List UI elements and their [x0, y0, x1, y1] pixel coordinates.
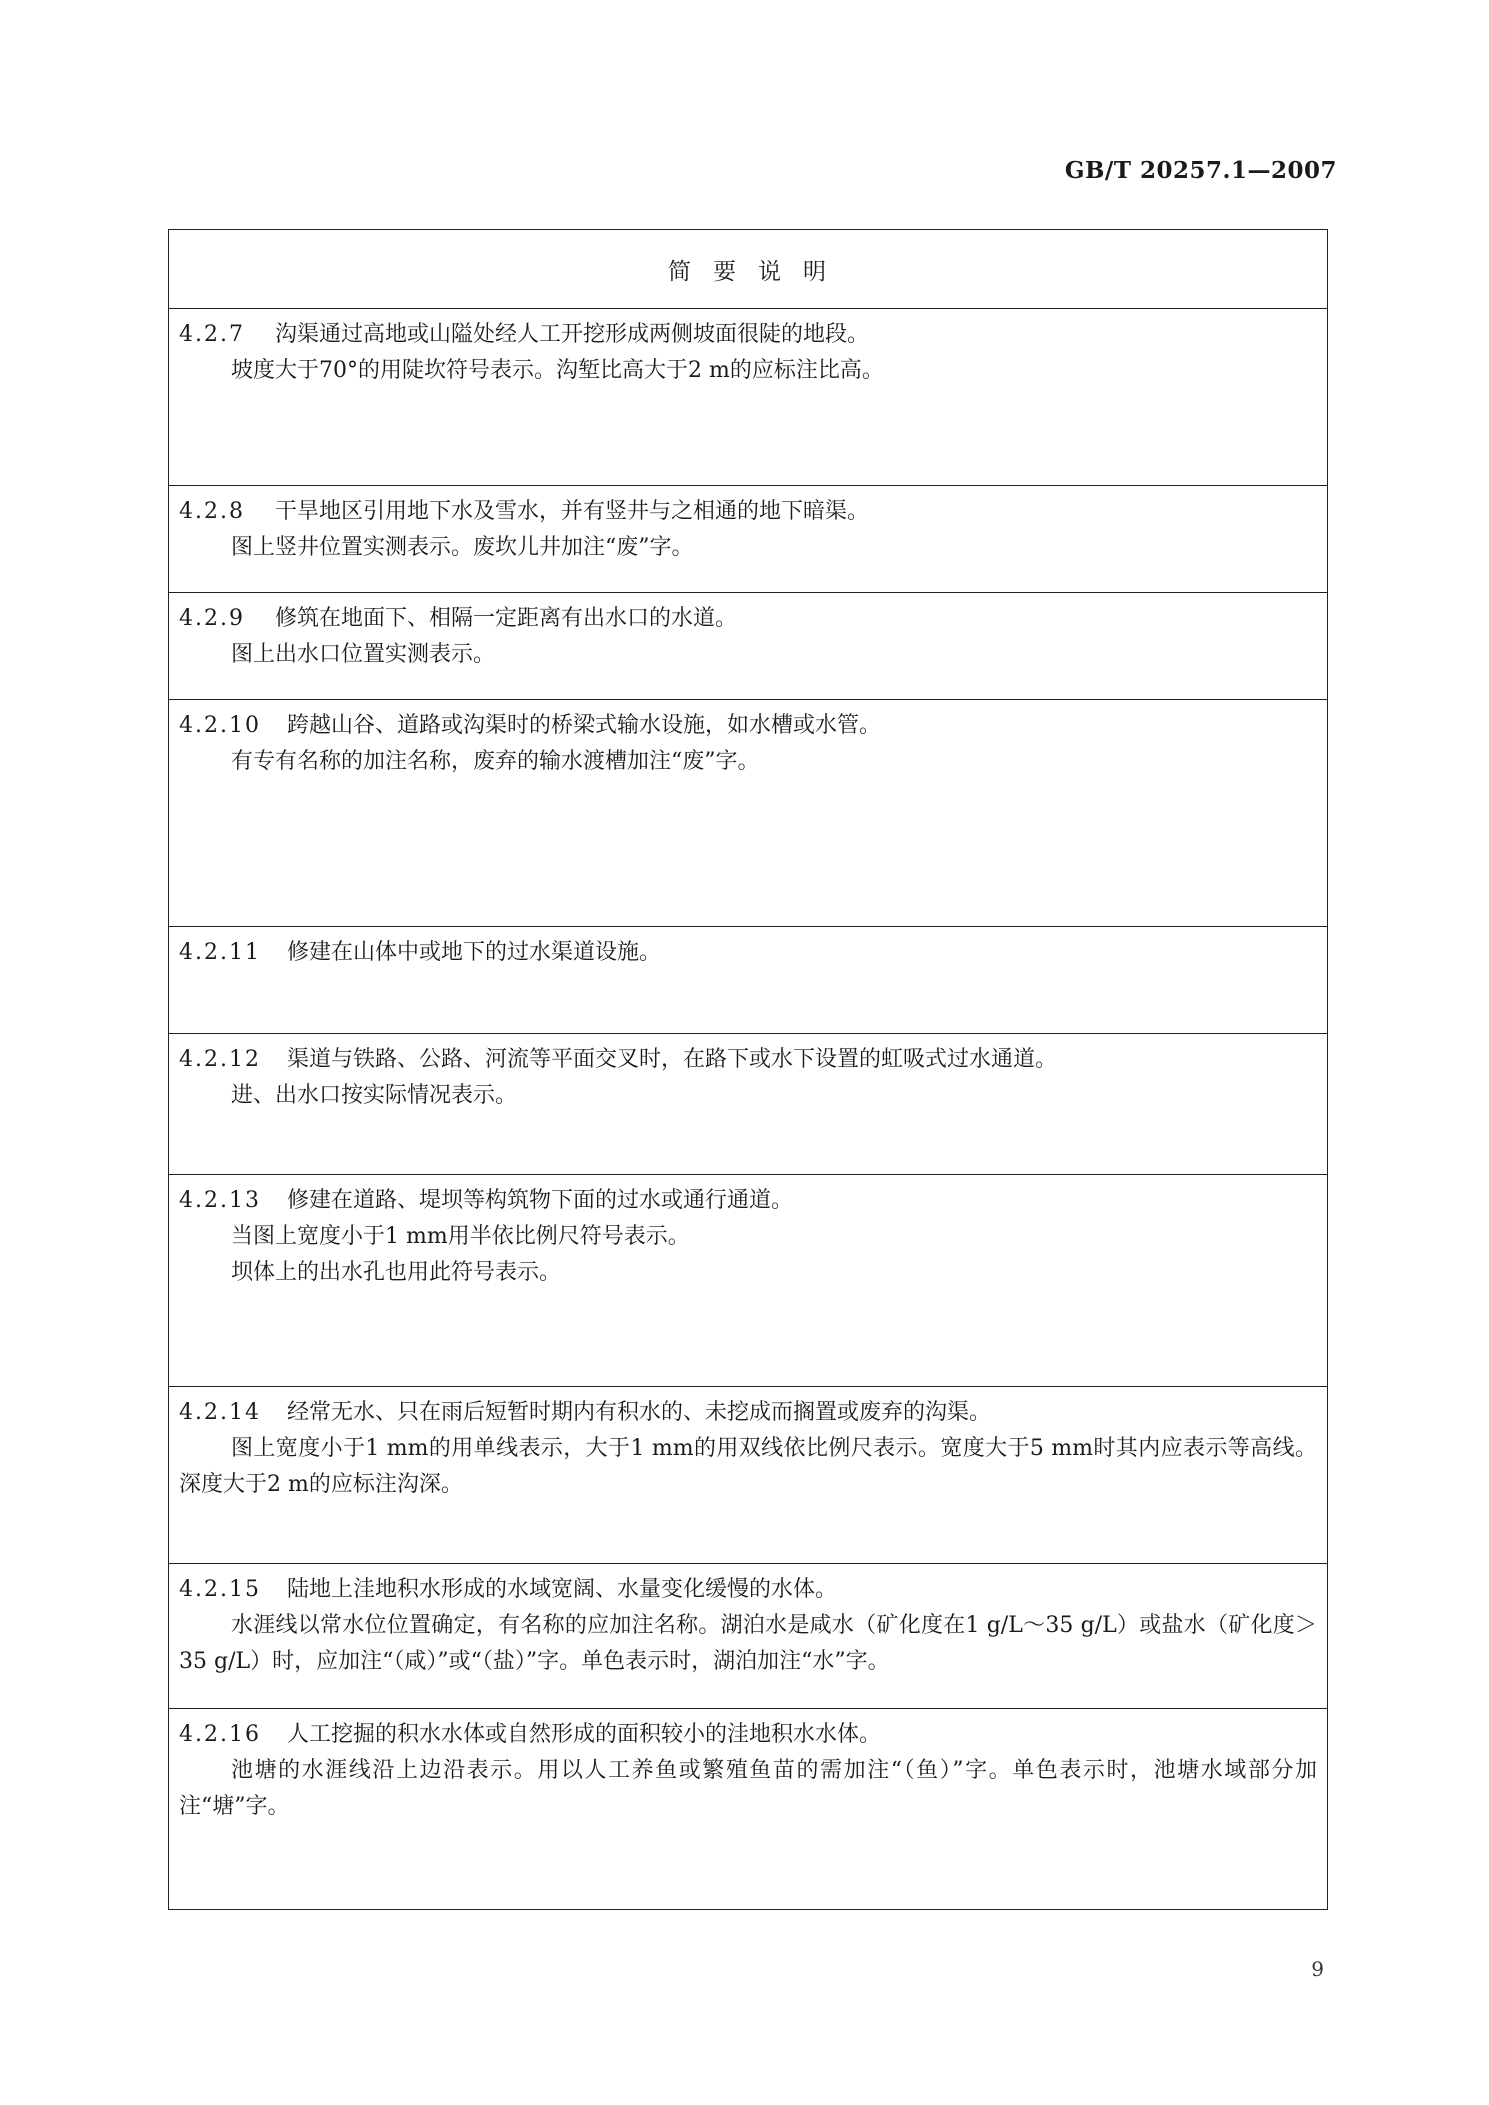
page-number: 9: [1311, 1957, 1324, 1981]
clause-title: 干旱地区引用地下水及雪水，并有竖井与之相通的地下暗渠。: [275, 499, 870, 524]
clause-number: 4.2.9: [179, 606, 245, 631]
clause-paragraph: 图上出水口位置实测表示。: [231, 642, 496, 667]
table-row: [169, 1564, 1328, 1709]
clause-paragraph: 图上竖井位置实测表示。废坎儿井加注“废”字。: [231, 535, 694, 560]
table-row: [169, 1387, 1328, 1564]
table-row: [169, 1175, 1328, 1387]
clause-title: 人工挖掘的积水水体或自然形成的面积较小的洼地积水水体。: [287, 1722, 882, 1747]
clause-title: 沟渠通过高地或山隘处经人工开挖形成两侧坡面很陡的地段。: [275, 322, 870, 347]
document-code: GB/T 20257.1—2007: [1064, 157, 1337, 184]
clause-title: 陆地上洼地积水形成的水域宽阔、水量变化缓慢的水体。: [287, 1577, 838, 1602]
clause-number: 4.2.13: [179, 1188, 261, 1213]
table-row: [169, 593, 1328, 700]
clause-paragraph: 池塘的水涯线沿上边沿表示。用以人工养鱼或繁殖鱼苗的需加注“（鱼）”字。单色表示时，池塘水域部分加注“塘”字。: [179, 1758, 1317, 1819]
table-row: [169, 927, 1328, 1034]
clause-title: 跨越山谷、道路或沟渠时的桥梁式输水设施，如水槽或水管。: [287, 713, 882, 738]
clause-paragraph: 水涯线以常水位位置确定，有名称的应加注名称。湖泊水是咸水（矿化度在1 g/L～35 g/L）或盐水（矿化度＞35 g/L）时，应加注“（咸）”或“（盐）”字。单色表示时，湖泊加注“水”字。: [179, 1613, 1317, 1674]
clause-paragraph: 图上宽度小于1 mm的用单线表示，大于1 mm的用双线依比例尺表示。宽度大于5 mm时其内应表示等高线。深度大于2 m的应标注沟深。: [179, 1436, 1317, 1497]
clause-title: 修筑在地面下、相隔一定距离有出水口的水道。: [275, 606, 738, 631]
table-row: [169, 309, 1328, 486]
clause-number: 4.2.15: [179, 1577, 261, 1602]
clause-title: 渠道与铁路、公路、河流等平面交叉时，在路下或水下设置的虹吸式过水通道。: [287, 1047, 1058, 1072]
clause-paragraph: 有专有名称的加注名称，废弃的输水渡槽加注“废”字。: [231, 749, 760, 774]
clause-title: 经常无水、只在雨后短暂时期内有积水的、未挖成而搁置或废弃的沟渠。: [287, 1400, 992, 1425]
clause-paragraph: 当图上宽度小于1 mm用半依比例尺符号表示。: [231, 1224, 690, 1249]
clause-number: 4.2.10: [179, 713, 261, 738]
table-row: [169, 1709, 1328, 1910]
table-row: [169, 1034, 1328, 1175]
clause-title: 修建在山体中或地下的过水渠道设施。: [287, 940, 662, 965]
clause-paragraph: 坝体上的出水孔也用此符号表示。: [231, 1260, 562, 1285]
clause-number: 4.2.14: [179, 1400, 261, 1425]
clause-number: 4.2.11: [179, 940, 261, 965]
table-row: [169, 486, 1328, 593]
table-row: [169, 700, 1328, 927]
clause-paragraph: 进、出水口按实际情况表示。: [231, 1083, 518, 1108]
column-header: 简要说明: [169, 230, 1328, 309]
clause-number: 4.2.12: [179, 1047, 261, 1072]
clause-number: 4.2.7: [179, 322, 245, 347]
description-table: [168, 229, 1328, 1910]
clause-paragraph: 坡度大于70°的用陡坎符号表示。沟堑比高大于2 m的应标注比高。: [231, 358, 884, 383]
clause-number: 4.2.8: [179, 499, 245, 524]
clause-number: 4.2.16: [179, 1722, 261, 1747]
clause-title: 修建在道路、堤坝等构筑物下面的过水或通行通道。: [287, 1188, 794, 1213]
table-header-row: [169, 230, 1328, 309]
